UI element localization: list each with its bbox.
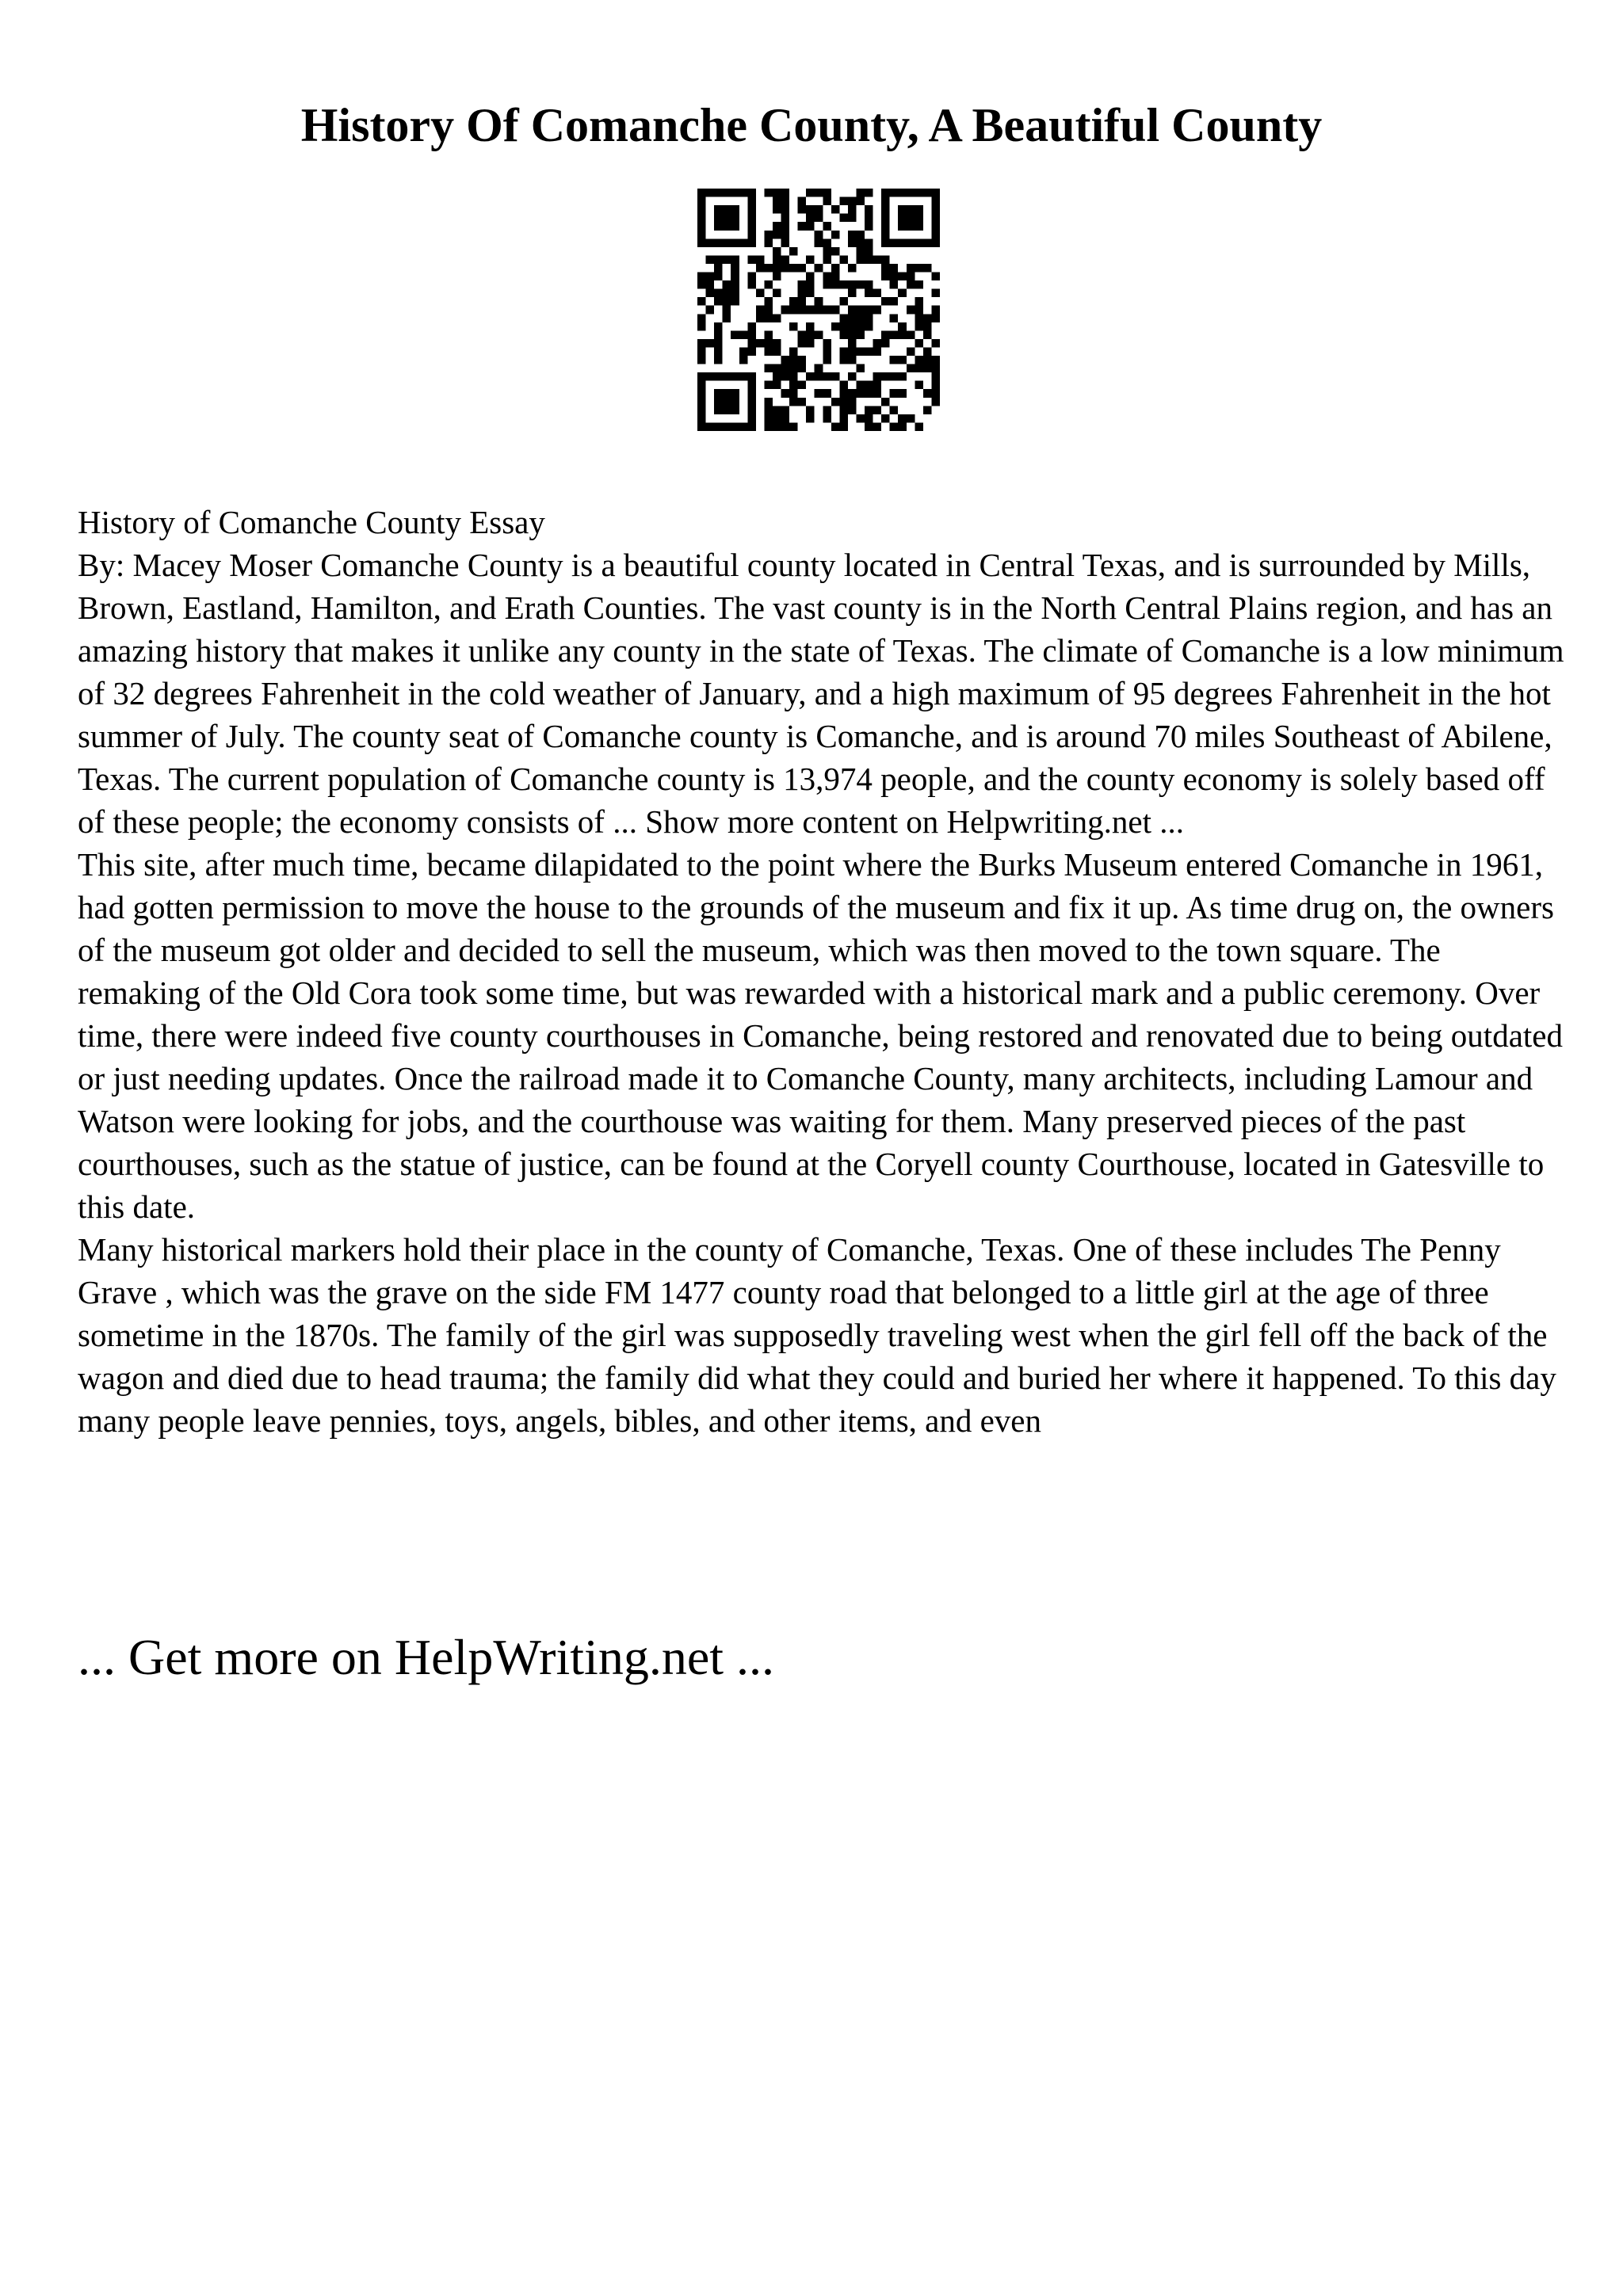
essay-paragraph-1: By: Macey Moser Comanche County is a beautiful county located in Central Texas, and is surrounded by Mills, Brown, Eastland, Hamilton, and Erath Counties. The vast county is in the North Central Plains region, and has an amazing history that makes it unlike any county in the state of Texas. The climate of Comanche is a low minimum of 32 degrees Fahrenheit in the cold weather of January, and a high maximum of 95 degrees Fahrenheit in the hot summer of July. The county seat of Comanche county is Comanche, and is around 70 miles Southeast of Abilene, Texas. The current population of Comanche county is 13,974 people, and the county economy is solely based off of these people; the economy consists of ... Show more content on Helpwriting.net ...	[78, 547, 1564, 840]
essay-paragraph-3: Many historical markers hold their place in the county of Comanche, Texas. One of these includes The Penny Grave , which was the grave on the side FM 1477 county road that belonged to a little girl at the age of three sometime in the 1870s. The family of the girl was supposedly traveling west when the girl fell off the back of the wagon and died due to head trauma; the family did what they could and buried her where it happened. To this day many people leave pennies, toys, angels, bibles, and other items, and even	[78, 1231, 1556, 1439]
essay-body	[78, 501, 1568, 1442]
essay-paragraph-2: This site, after much time, became dilapidated to the point where the Burks Museum entered Comanche in 1961, had gotten permission to move the house to the grounds of the museum and fix it up. As time drug on, the owners of the museum got older and decided to sell the museum, which was then moved to the town square. The remaking of the Old Cora took some time, but was rewarded with a historical mark and a public ceremony. Over time, there were indeed five county courthouses in Comanche, being restored and renovated due to being outdated or just needing updates. Once the railroad made it to Comanche County, many architects, including Lamour and Watson were looking for jobs, and the courthouse was waiting for them. Many preserved pieces of the past courthouses, such as the statue of justice, can be found at the Coryell county Courthouse, located in Gatesville to this date.	[78, 846, 1563, 1225]
get-more-link[interactable]: ... Get more on HelpWriting.net ...	[78, 1629, 774, 1685]
page-title: History Of Comanche County, A Beautiful County	[300, 99, 1323, 151]
essay-heading: History of Comanche County Essay	[78, 504, 545, 540]
qr-code-icon	[697, 189, 940, 431]
